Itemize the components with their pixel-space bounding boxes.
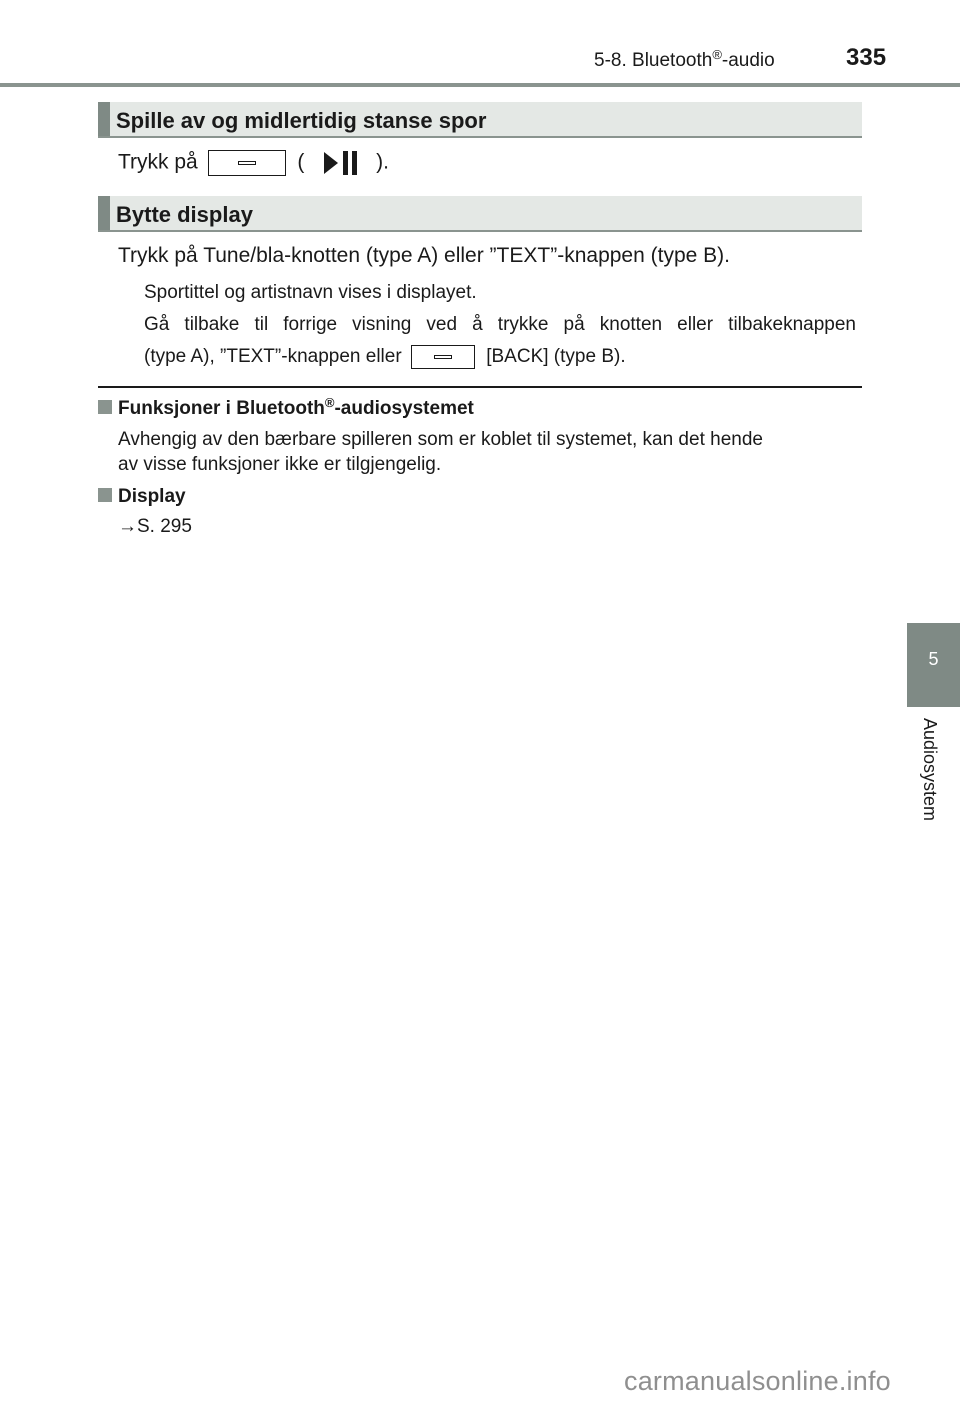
paren-close: ). <box>376 150 389 174</box>
running-header-section <box>594 47 775 72</box>
divider-rule <box>98 386 862 388</box>
header-rule <box>0 83 960 87</box>
detail-line-2: Gå tilbake til forrige visning ved å trykke på knotten eller tilbakeknappen <box>144 314 856 335</box>
chapter-label <box>906 718 946 848</box>
section-heading-accent <box>98 196 110 230</box>
watermark: carmanualsonline.info <box>624 1366 891 1396</box>
square-bullet-icon <box>98 488 112 502</box>
detail-line-3 <box>144 345 626 369</box>
note-heading-text: Funksjoner i Bluetooth <box>118 398 325 419</box>
chapter-number: 5 <box>928 649 939 669</box>
detail-text-back: [BACK] (type B). <box>486 346 626 368</box>
note-heading-display <box>98 486 186 508</box>
instruction-text: Trykk på <box>118 150 198 174</box>
section-heading-accent <box>98 102 110 136</box>
page-reference-link[interactable] <box>118 516 192 538</box>
detail-line-1: Sportittel og artistnavn vises i displayet. <box>144 282 477 303</box>
square-bullet-icon <box>98 400 112 414</box>
page-number: 335 <box>846 44 887 71</box>
button-slot-icon <box>238 161 256 165</box>
header-section-text: 5-8. Bluetooth <box>594 50 713 71</box>
page-reference-text: S. 295 <box>137 516 192 537</box>
note-text-line-1: Avhengig av den bærbare spilleren som er koblet til systemet, kan det hende <box>118 429 763 450</box>
registered-mark: ® <box>712 47 722 62</box>
section-heading-change-display <box>98 196 862 232</box>
detail-text: (type A), ”TEXT”-knappen eller <box>144 346 402 368</box>
chapter-label-text: Audiosystem <box>920 718 940 822</box>
section-heading-play-pause <box>98 102 862 138</box>
paren-open: ( <box>297 150 305 174</box>
button-icon <box>208 150 286 176</box>
button-icon <box>411 345 475 369</box>
note-heading-suffix: -audiosystemet <box>334 398 474 419</box>
registered-mark: ® <box>324 395 335 410</box>
play-pause-icon <box>322 151 360 175</box>
note-heading-bluetooth-functions <box>98 395 474 420</box>
section-heading-label: Bytte display <box>116 202 253 227</box>
chapter-tab <box>907 623 960 707</box>
arrow-right-icon: → <box>118 516 137 537</box>
section-heading-label: Spille av og midlertidig stanse spor <box>116 108 487 133</box>
note-heading-text: Display <box>118 486 186 507</box>
button-slot-icon <box>434 355 452 359</box>
instruction-play-pause <box>118 150 389 176</box>
instruction-change-display: Trykk på Tune/bla-knotten (type A) eller ”TEXT”-knappen (type B). <box>118 244 730 267</box>
header-section-suffix: -audio <box>721 50 775 71</box>
note-text-line-2: av visse funksjoner ikke er tilgjengelig. <box>118 454 442 475</box>
